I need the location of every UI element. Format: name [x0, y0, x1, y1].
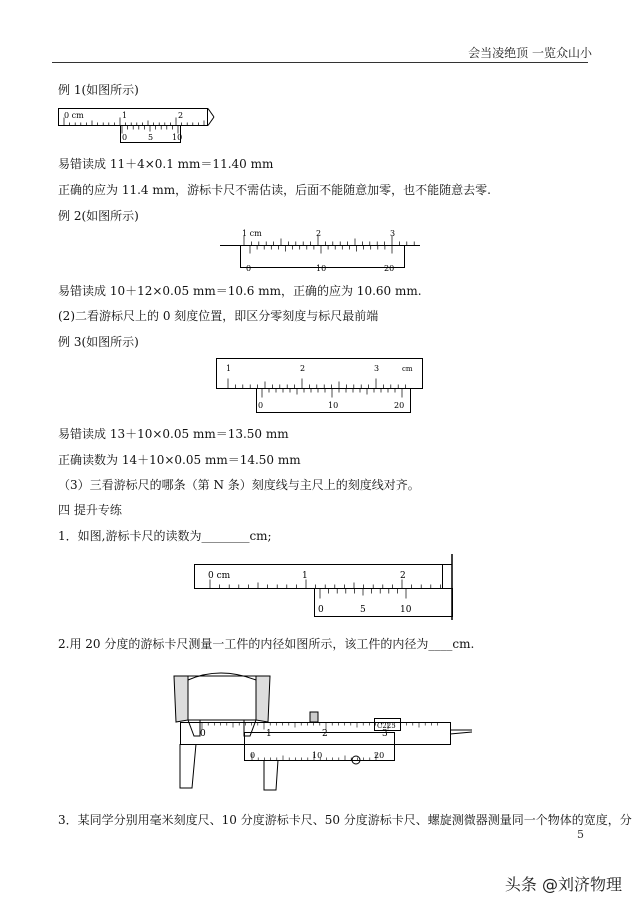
fig5-vernier-label-0: 0: [250, 751, 256, 760]
fig1-main-label-2: 2: [178, 111, 184, 120]
fig3-main-label-0: 1: [226, 364, 232, 373]
fig2-vernier-label-2: 20: [384, 264, 395, 273]
caliper-figure-q1: [194, 554, 456, 620]
point-2: (2)二看游标尺上的 0 刻度位置，即区分零刻度与标尺最前端: [58, 309, 379, 323]
example-1-correct-reading: 正确的应为 11.4 mm，游标卡尺不需估读，后面不能随意加零，也不能随意去零.: [58, 183, 491, 197]
fig4-main-label-1: 1: [302, 571, 308, 581]
fig3-main-label-cm: cm: [402, 365, 413, 373]
fig3-vernier-label-0: 0: [258, 401, 264, 410]
example-2-wrong-reading: 易错读成 10＋12×0.05 mm＝10.6 mm，正确的应为 10.60 mm.: [58, 284, 422, 298]
fig3-main-label-1: 2: [300, 364, 306, 373]
fig5-vernier-label-2: 20: [374, 751, 385, 760]
fig4-vernier-label-1: 5: [360, 605, 366, 615]
caliper-figure-1: [58, 108, 218, 144]
fig5-main-label-1: 1: [266, 729, 272, 739]
header-divider: [52, 62, 588, 63]
fig2-main-label-0: 1 cm: [242, 229, 262, 238]
page-header: 会当凌绝顶 一览众山小: [468, 46, 592, 60]
example-1-title: 例 1(如图所示): [58, 83, 139, 97]
point-3: （3）三看游标尺的哪条（第 N 条）刻度线与主尺上的刻度线对齐。: [58, 478, 420, 492]
caliper-figure-q2: [160, 662, 480, 792]
question-1: 1．如图,游标卡尺的读数为________cm;: [58, 529, 272, 543]
fig4-main-label-0: 0 cm: [208, 571, 231, 581]
fig2-vernier-label-1: 10: [316, 264, 327, 273]
fig5-lock-label: C225: [377, 722, 396, 730]
fig3-vernier-label-1: 10: [328, 401, 339, 410]
caliper-figure-2: [220, 226, 420, 274]
fig5-vernier-label-1: 10: [312, 751, 323, 760]
example-2-title: 例 2(如图所示): [58, 209, 139, 223]
fig1-main-label-1: 1: [122, 111, 128, 120]
fig1-vernier-label-0: 0: [122, 133, 128, 142]
fig4-vernier-label-2: 10: [400, 605, 412, 615]
fig3-main-label-2: 3: [374, 364, 380, 373]
fig2-main-label-1: 2: [316, 229, 322, 238]
fig2-main-label-2: 3: [390, 229, 396, 238]
fig1-vernier-label-2: 10: [172, 133, 183, 142]
fig3-vernier-label-2: 20: [394, 401, 405, 410]
fig4-vernier-label-0: 0: [318, 605, 324, 615]
fig4-main-label-2: 2: [400, 571, 406, 581]
question-3: 3．某同学分别用毫米刻度尺、10 分度游标卡尺、50 分度游标卡尺、螺旋测微器测量同一个物体的宽度，分: [58, 813, 632, 827]
question-2: 2.用 20 分度的游标卡尺测量一工件的内径如图所示，该工件的内径为____cm.: [58, 637, 475, 651]
fig5-main-label-3: 3: [382, 729, 388, 739]
example-3-wrong-reading: 易错读成 13＋10×0.05 mm＝13.50 mm: [58, 427, 289, 441]
section-4-title: 四 提升专练: [58, 503, 122, 517]
fig1-main-label-0: 0 cm: [64, 111, 84, 120]
caliper-figure-3: [216, 358, 424, 416]
page-number: 5: [577, 828, 584, 841]
watermark: 头条 @刘济物理: [504, 875, 622, 894]
fig2-vernier-label-0: 0: [246, 264, 252, 273]
fig1-vernier-label-1: 5: [148, 133, 154, 142]
example-3-title: 例 3(如图所示): [58, 335, 139, 349]
example-1-wrong-reading: 易错读成 11＋4×0.1 mm＝11.40 mm: [58, 157, 274, 171]
example-3-correct-reading: 正确读数为 14＋10×0.05 mm＝14.50 mm: [58, 453, 301, 467]
fig5-main-label-2: 2: [322, 729, 328, 739]
fig5-main-label-0: 0: [200, 729, 206, 739]
